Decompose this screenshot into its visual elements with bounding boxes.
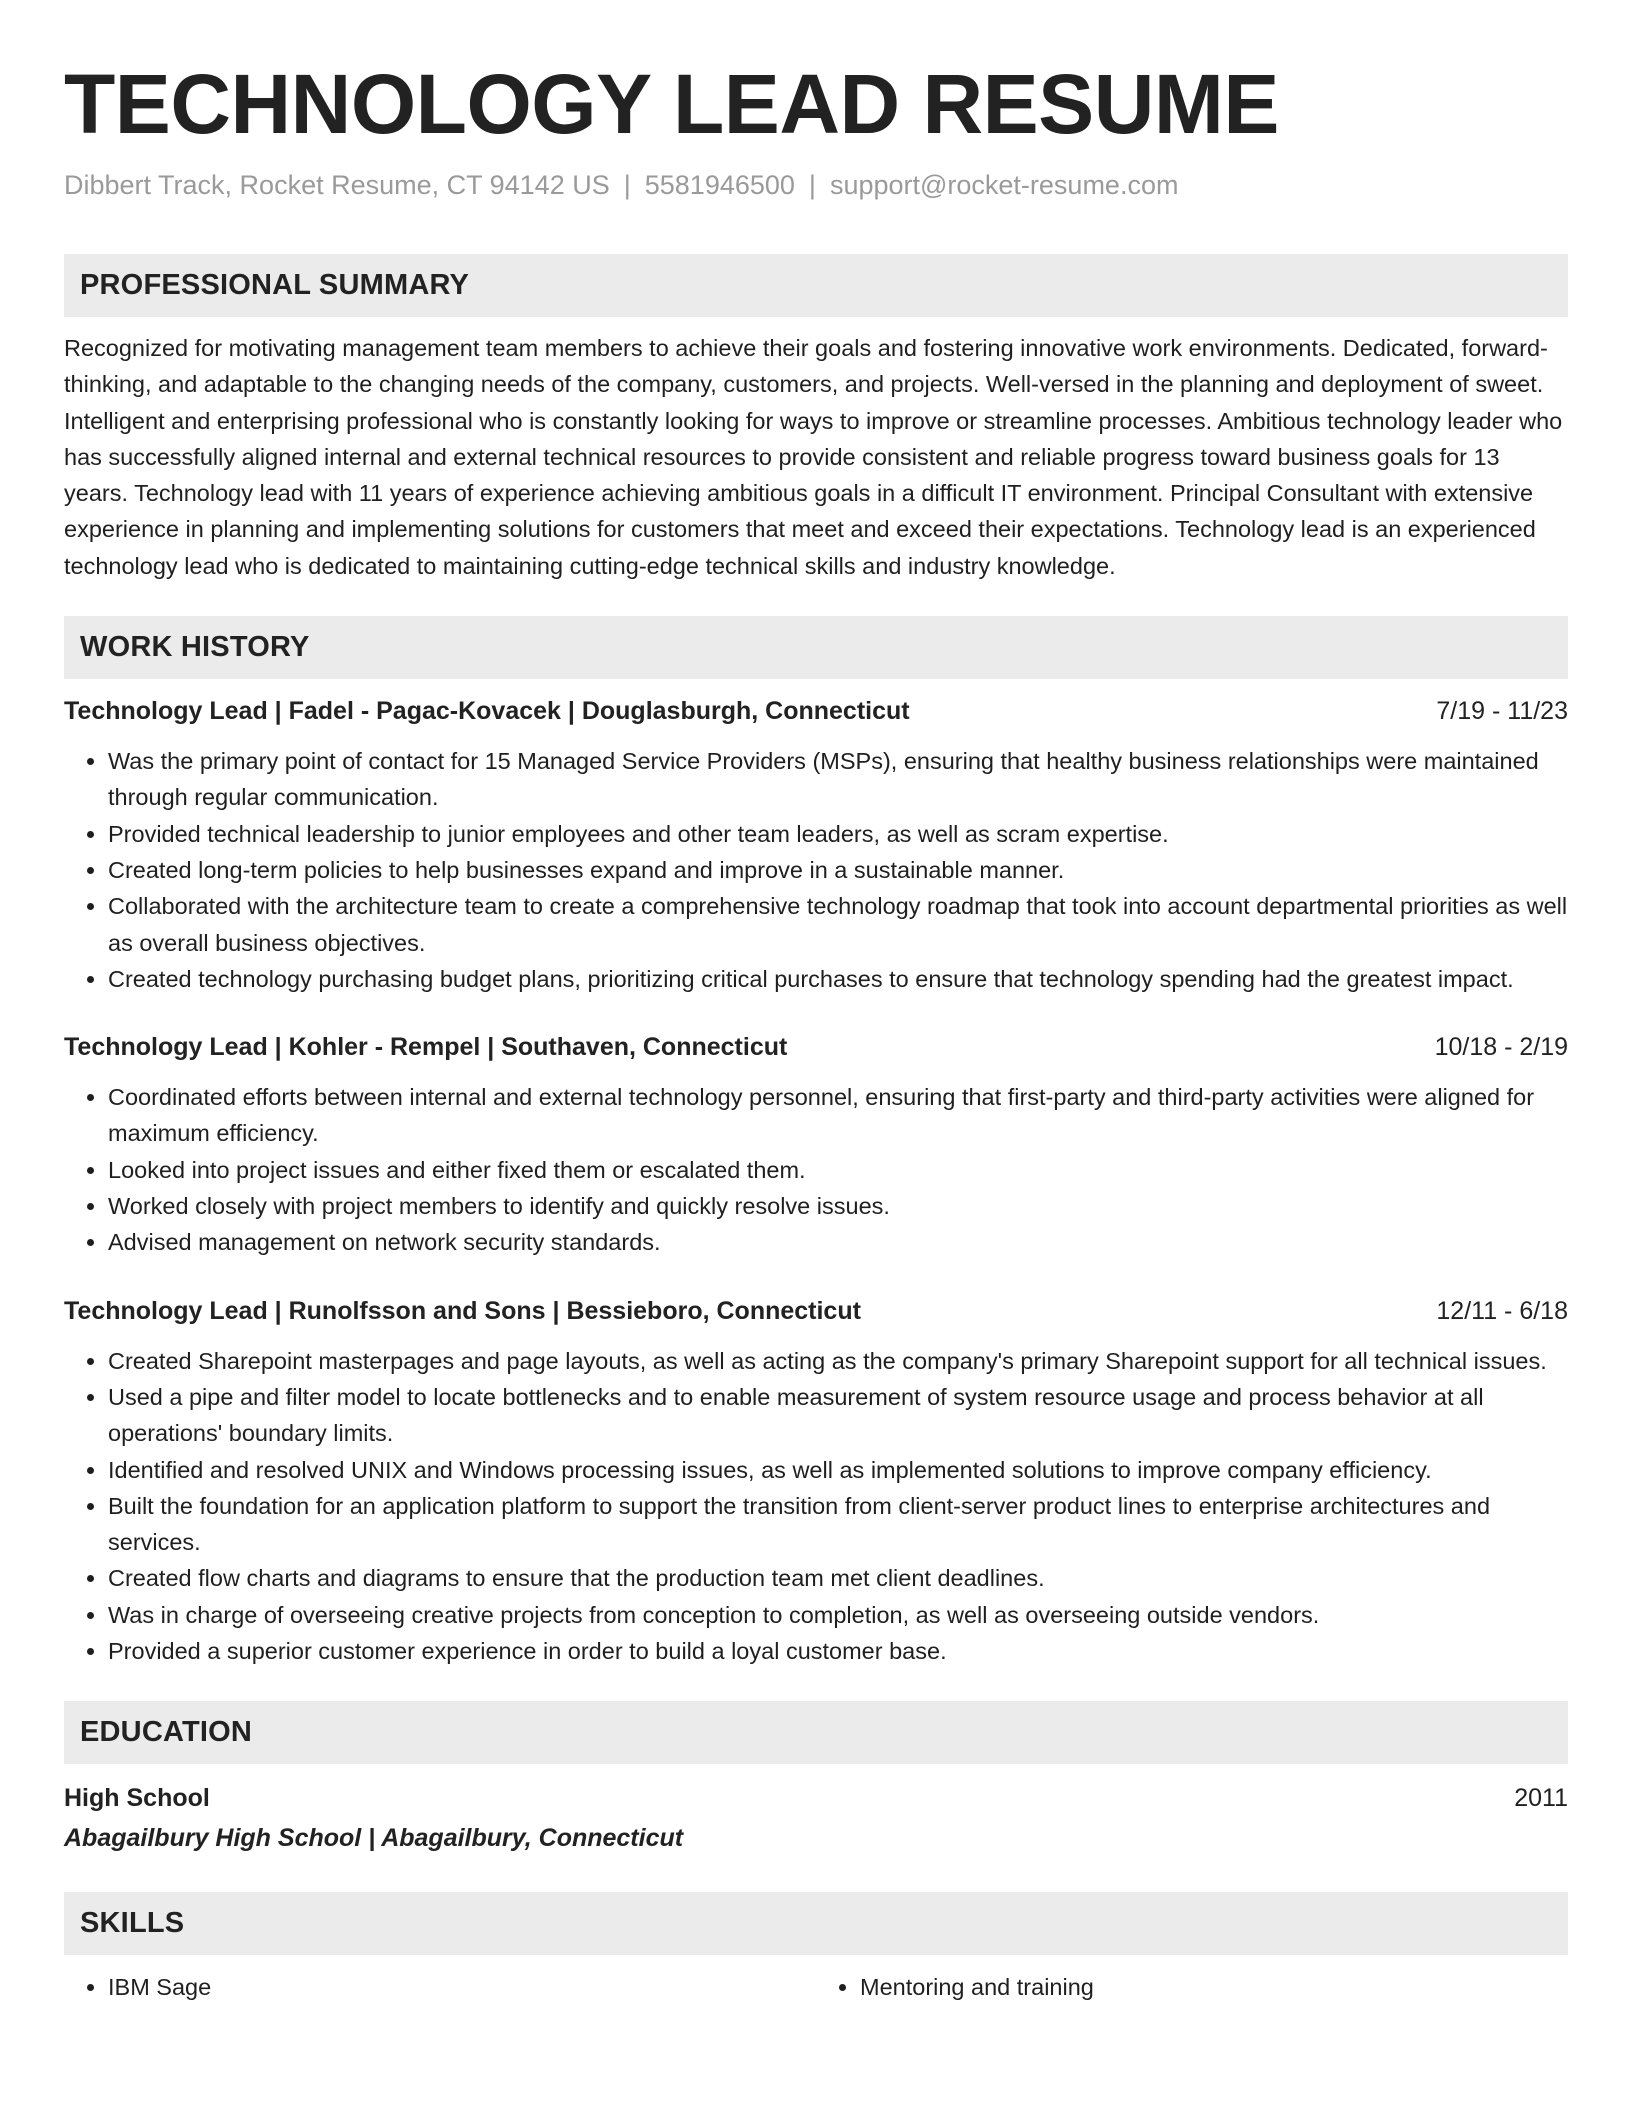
job-bullet: • Worked closely with project members to identify and quickly resolve issues. bbox=[108, 1188, 1568, 1224]
resume-title: TECHNOLOGY LEAD RESUME bbox=[64, 57, 1279, 151]
job-entry bbox=[64, 693, 1568, 997]
job-bullet: • Identified and resolved UNIX and Windows processing issues, as well as implemented solutions to improve company efficiency. bbox=[108, 1452, 1568, 1488]
job-bullet: • Provided a superior customer experience in order to build a loyal customer base. bbox=[108, 1633, 1568, 1669]
skill-item: • IBM Sage bbox=[108, 1969, 816, 2005]
skills-list bbox=[816, 1969, 1568, 2005]
job-entry bbox=[64, 1293, 1568, 1670]
job-bullet: • Built the foundation for an application platform to support the transition from client-server product lines to enterprise architectures and services. bbox=[108, 1488, 1568, 1561]
section-header-work-history: WORK HISTORY bbox=[64, 616, 1568, 679]
job-bullet: • Provided technical leadership to junior employees and other team leaders, as well as scram expertise. bbox=[108, 816, 1568, 852]
contact-address: Dibbert Track, Rocket Resume, CT 94142 US bbox=[64, 170, 610, 200]
job-bullet: • Was in charge of overseeing creative projects from conception to completion, as well as overseeing outside vendors. bbox=[108, 1597, 1568, 1633]
job-bullet: • Created flow charts and diagrams to ensure that the production team met client deadlines. bbox=[108, 1560, 1568, 1596]
skills-column-left bbox=[64, 1969, 816, 2005]
job-header bbox=[64, 1293, 1568, 1329]
education-year: 2011 bbox=[1514, 1784, 1568, 1813]
job-bullet: • Created technology purchasing budget plans, prioritizing critical purchases to ensure that technology spending had the greatest impact. bbox=[108, 961, 1568, 997]
job-dates: 12/11 - 6/18 bbox=[1436, 1296, 1568, 1325]
job-bullet: • Was the primary point of contact for 15 Managed Service Providers (MSPs), ensuring that healthy business relationships were maintained through regular communication. bbox=[108, 743, 1568, 816]
skill-item: • Mentoring and training bbox=[860, 1969, 1568, 2005]
job-dates: 10/18 - 2/19 bbox=[1434, 1033, 1568, 1062]
education-degree: High School bbox=[64, 1784, 210, 1813]
skills-grid bbox=[64, 1969, 1568, 2005]
job-dates: 7/19 - 11/23 bbox=[1436, 697, 1568, 726]
summary-text: Recognized for motivating management team members to achieve their goals and fostering innovative work environments. Dedicated, forward-thinking, and adaptable to the changing needs of the company, customers, and projects. Well-versed in the planning and deployment of sweet. Intelligent and enterprising professional who is constantly looking for ways to improve or streamline processes. Ambitious technology leader who has successfully aligned internal and external technical resources to provide consistent and reliable progress toward business goals for 13 years. Technology lead with 11 years of experience achieving ambitious goals in a difficult IT environment. Principal Consultant with extensive experience in planning and implementing solutions for customers that meet and exceed their expectations. Technology lead is an experienced technology lead who is dedicated to maintaining cutting-edge technical skills and industry knowledge. bbox=[64, 335, 1563, 579]
job-bullets bbox=[64, 1079, 1568, 1260]
job-bullet: • Used a pipe and filter model to locate bottlenecks and to enable measurement of system resource usage and process behavior at all operations' boundary limits. bbox=[108, 1379, 1568, 1452]
job-bullet: • Coordinated efforts between internal and external technology personnel, ensuring that first-party and third-party activities were aligned for maximum efficiency. bbox=[108, 1079, 1568, 1152]
contact-line bbox=[64, 168, 1568, 202]
job-bullets bbox=[64, 743, 1568, 997]
job-bullet: • Created Sharepoint masterpages and page layouts, as well as acting as the company's primary Sharepoint support for all technical issues. bbox=[108, 1343, 1568, 1379]
job-header bbox=[64, 1029, 1568, 1065]
contact-phone: 5581946500 bbox=[644, 170, 795, 200]
section-header-education: EDUCATION bbox=[64, 1701, 1568, 1764]
job-bullet: • Advised management on network security standards. bbox=[108, 1224, 1568, 1260]
contact-email[interactable]: support@rocket-resume.com bbox=[829, 170, 1179, 200]
job-title: Technology Lead | Fadel - Pagac-Kovacek | Douglasburgh, Connecticut bbox=[64, 697, 910, 726]
job-entry bbox=[64, 1029, 1568, 1260]
job-header bbox=[64, 693, 1568, 729]
job-bullet: • Created long-term policies to help businesses expand and improve in a sustainable manner. bbox=[108, 852, 1568, 888]
job-bullet: • Looked into project issues and either fixed them or escalated them. bbox=[108, 1152, 1568, 1188]
skills-column-right bbox=[816, 1969, 1568, 2005]
job-bullet: • Collaborated with the architecture team to create a comprehensive technology roadmap that took into account departmental priorities as well as overall business objectives. bbox=[108, 888, 1568, 961]
contact-separator: | bbox=[808, 170, 816, 200]
section-header-skills: SKILLS bbox=[64, 1892, 1568, 1955]
job-title: Technology Lead | Runolfsson and Sons | Bessieboro, Connecticut bbox=[64, 1296, 861, 1325]
job-title: Technology Lead | Kohler - Rempel | Southaven, Connecticut bbox=[64, 1033, 788, 1062]
contact-separator: | bbox=[623, 170, 631, 200]
resume-page bbox=[64, 58, 1568, 2006]
skills-list bbox=[64, 1969, 816, 2005]
education-school: Abagailbury High School | Abagailbury, Connecticut bbox=[64, 1824, 684, 1853]
section-header-summary: PROFESSIONAL SUMMARY bbox=[64, 254, 1568, 317]
job-bullets bbox=[64, 1343, 1568, 1670]
education-header bbox=[64, 1780, 1568, 1816]
